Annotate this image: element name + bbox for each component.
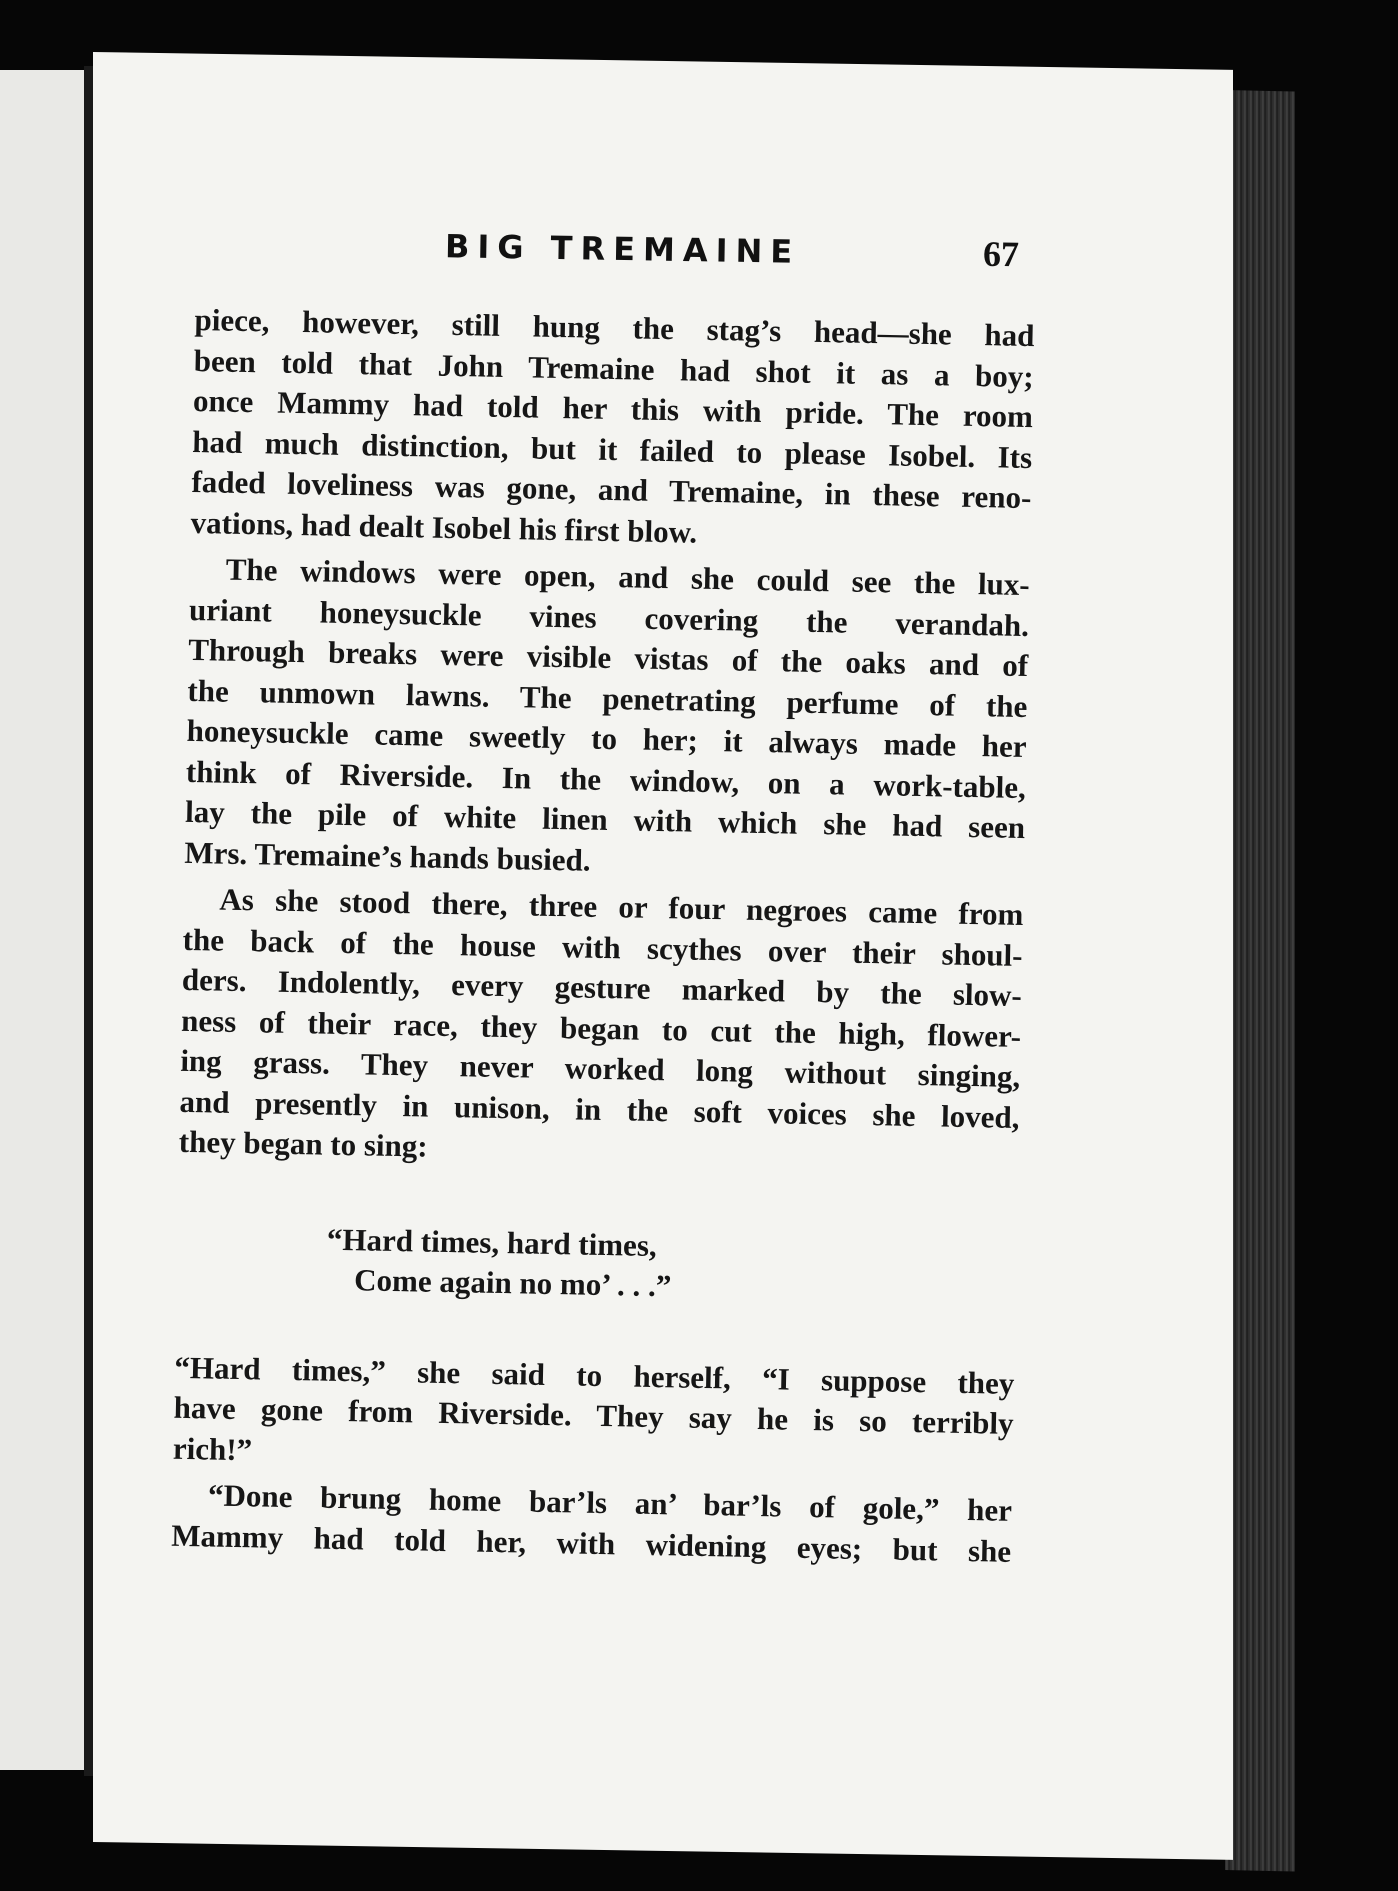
paragraph <box>190 300 1035 559</box>
book-gutter <box>84 66 93 1776</box>
text-line: the back of the house with scythes over their shoul- <box>182 921 1023 973</box>
page-stack-edge <box>1225 90 1295 1871</box>
verse-line: “Hard times, hard times, <box>326 1221 658 1263</box>
text-line: once Mammy had told her this with pride. The room <box>192 382 1034 435</box>
paragraph <box>178 879 1023 1179</box>
facing-page-edge <box>0 70 88 1770</box>
text-line: honeysuckle came sweetly to her; it always made her <box>186 712 1027 765</box>
text-line: ders. Indolently, every gesture marked by the slow- <box>181 961 1023 1013</box>
text-line: lay the pile of white linen with which she had seen <box>184 793 1026 846</box>
song-verse <box>326 1219 1017 1313</box>
text-line: rich!” <box>172 1430 253 1467</box>
text-line: The windows were open, and she could see the lux- <box>225 551 1031 603</box>
text-line: been told that John Tremaine had shot it as a boy; <box>193 342 1035 394</box>
text-line: they began to sing: <box>178 1123 429 1164</box>
text-line: As she stood there, three or four negroes came from <box>219 881 1024 933</box>
text-line: piece, however, still hung the stag’s head—she had <box>194 301 1035 354</box>
text-line: think of Riverside. In the window, on a work-table, <box>185 753 1027 805</box>
running-head <box>0 172 1020 275</box>
text-line: Mrs. Tremaine’s hands busied. <box>184 834 591 878</box>
text-line: ness of their race, they began to cut the high, flower- <box>180 1002 1022 1054</box>
text-line: have gone from Riverside. They say he is so terribly <box>173 1389 1014 1441</box>
text-line: Mammy had told her, with widening eyes; but she <box>170 1517 1012 1569</box>
running-head-title: BIG TREMAINE <box>444 227 801 271</box>
text-line: the unmown lawns. The penetrating perfume of the <box>187 672 1028 724</box>
text-line: faded loveliness was gone, and Tremaine, in these reno- <box>191 463 1032 516</box>
text-line: Through breaks were visible vistas of the oaks and of <box>187 631 1029 684</box>
page-number: 67 <box>982 233 1020 275</box>
verse-line: Come again no mo’ . . .” <box>353 1262 672 1304</box>
text-line: “Done brung home bar’ls an’ bar’ls of gole,” her <box>207 1477 1013 1528</box>
text-line: uriant honeysuckle vines covering the verandah. <box>188 591 1030 643</box>
body-text <box>171 300 1035 1572</box>
paragraph <box>184 549 1030 889</box>
text-line: and presently in unison, in the soft voices she loved, <box>179 1083 1020 1135</box>
text-line: vations, had dealt Isobel his first blow. <box>190 504 698 550</box>
paragraph <box>173 1347 1015 1485</box>
text-line: “Hard times,” she said to herself, “I suppose they <box>174 1349 1015 1401</box>
text-line: ing grass. They never worked long without singing, <box>180 1042 1021 1094</box>
paragraph <box>171 1475 1012 1572</box>
text-line: had much distinction, but it failed to please Isobel. Its <box>191 423 1033 475</box>
